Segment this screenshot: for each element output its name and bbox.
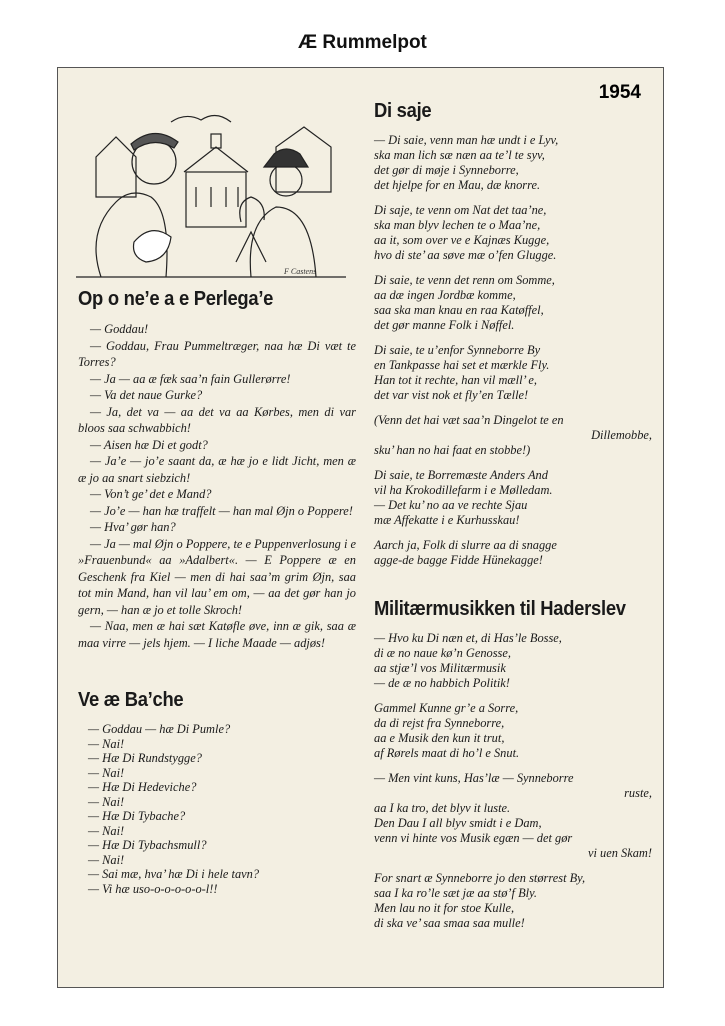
- dialogue-line: — Goddau, Frau Pummeltræger, naa hæ Di væt te Torres?: [78, 338, 356, 369]
- poem-line: Gammel Kunne gr’e a Sorre,: [374, 701, 519, 715]
- article-body-bache: [78, 722, 356, 896]
- dialogue-line: — Ja — mal Øjn o Poppere, te e Puppenverlosung i e »Frauenbund« aa »Adalbert«. — E Poppere æ en Geschenk fra Kiel — men di hai saa’m grim Øjn, saa tot min Mand, han vil lau’ em om, — aa det gør han jo gern, — han æ jo et tolle Skroch!: [78, 536, 356, 617]
- left-column: [78, 288, 356, 896]
- stanza: [374, 273, 652, 333]
- article-body-perlegae: [78, 321, 356, 651]
- dialogue-line: — Nai!: [88, 794, 125, 809]
- poem-line: en Tankpasse hai set et mærkle Fly.: [374, 358, 550, 372]
- stanza: [374, 343, 652, 403]
- dialogue-line: — Nai!: [88, 765, 125, 780]
- poem-line: Di saie, te u’enfor Synneborre By: [374, 343, 541, 357]
- poem-line: Men lau no it for stoe Kulle,: [374, 901, 515, 915]
- poem-line: Han tot it rechte, han vil mæll’ e,: [374, 373, 538, 387]
- poem-line: aa e Musik den kun it trut,: [374, 731, 505, 745]
- poem-line: hvo di ste’ aa søve mæ o’fen Glugge.: [374, 248, 557, 262]
- poem-line: — Di saie, venn man hæ undt i e Lyv,: [374, 133, 559, 147]
- dialogue-line: — Ja, det va — aa det va aa Kørbes, men di var bloos saa schwabbich!: [78, 404, 356, 435]
- article-body-militaermusikken: [374, 631, 652, 931]
- poem-line: ska man lich sæ næn aa te’l te syv,: [374, 148, 545, 162]
- poem-line: venn vi hinte vos Musik egæn — det gør: [374, 831, 573, 845]
- poem-line: aa it, som over ve e Kajnæs Kugge,: [374, 233, 550, 247]
- poem-line: Den Dau I all blyv smidt i e Dam,: [374, 816, 542, 830]
- dialogue-line: — Ja’e — jo’e saant da, æ hæ jo e lidt Jicht, men æ æ jo aa snart siebzich!: [78, 454, 356, 485]
- stanza: [374, 133, 652, 193]
- dialogue-line: — Hæ Di Tybachsmull?: [88, 838, 207, 852]
- dialogue-line: — Goddau — hæ Di Pumle?: [88, 722, 231, 736]
- poem-line: agge-de bagge Fidde Hünekagge!: [374, 553, 543, 567]
- poem-line: det var vist nok et fly’en Tælle!: [374, 388, 529, 402]
- dialogue-line: — Nai!: [88, 852, 125, 867]
- poem-line: (Venn det hai væt saa’n Dingelot te en: [374, 413, 564, 427]
- poem-line: da di rejst fra Synneborre,: [374, 716, 505, 730]
- poem-line: Di saje, te venn om Nat det taa’ne,: [374, 203, 547, 217]
- stanza: [374, 203, 652, 263]
- dialogue-line: — Nai!: [88, 736, 125, 751]
- poem-line: — de æ no habbich Politik!: [374, 676, 510, 690]
- stanza: [374, 413, 652, 458]
- article-title-di-saje: Di saje: [374, 100, 432, 122]
- stanza: [374, 631, 652, 691]
- dialogue-line: — Von’t ge’ det e Mand?: [90, 487, 212, 501]
- dialogue-line: — Nai!: [88, 823, 125, 838]
- stanza: [374, 701, 652, 761]
- dialogue-line: — Va det naue Gurke?: [90, 388, 203, 402]
- dialogue-line: — Jo’e — han hæ traffelt — han mal Øjn o Poppere!: [90, 503, 353, 518]
- poem-line: det gør di møje i Synneborre,: [374, 163, 519, 177]
- poem-line: Di saie, te Borremæste Anders And: [374, 468, 548, 482]
- poem-line: ska man blyv lechen te o Maa’ne,: [374, 218, 541, 232]
- poem-line: Aarch ja, Folk di slurre aa di snagge: [374, 538, 557, 552]
- poem-line: mæ Affekatte i e Kurhusskau!: [374, 513, 520, 527]
- stanza: [374, 538, 652, 568]
- poem-line: — Det ku’ no aa ve rechte Sjau: [374, 498, 528, 512]
- poem-line: sku’ han no hai faat en stobbe!): [374, 443, 531, 457]
- svg-text:F Castens: F Castens: [284, 267, 317, 276]
- dialogue-line: — Naa, men æ hai sæt Katøfle øve, inn æ gik, saa æ maa virre — jels hjem. — I liche Maade — adjøs!: [78, 619, 356, 650]
- dialogue-line: — Aisen hæ Di et godt?: [90, 437, 208, 452]
- poem-line: saa I ka ro’le sæt jæ aa stø’f Bly.: [374, 886, 538, 900]
- poem-line: — Men vint kuns, Has’læ — Synneborre: [374, 771, 574, 785]
- article-body-di-saje: [374, 133, 652, 568]
- poem-line: Di saie, te venn det renn om Somme,: [374, 273, 555, 287]
- stanza: [374, 468, 652, 528]
- dialogue-line: — Goddau!: [90, 322, 149, 336]
- dialogue-line: — Hæ Di Tybache?: [88, 809, 186, 823]
- poem-line: aa dæ ingen Jordbæ komme,: [374, 288, 516, 302]
- page-title: Æ Rummelpot: [298, 32, 427, 53]
- right-column: [374, 100, 652, 941]
- poem-line: vi uen Skam!: [588, 846, 652, 860]
- year-label: 1954: [598, 82, 641, 103]
- scanned-page: [57, 67, 664, 988]
- poem-line: di æ no naue kø’n Genosse,: [374, 646, 511, 660]
- poem-line: det gør manne Folk i Nøffel.: [374, 318, 515, 332]
- dialogue-line: — Ja — aa æ fæk saa’n fain Gullerørre!: [90, 371, 291, 386]
- poem-line: For snart æ Synneborre jo den størrest By,: [374, 871, 586, 885]
- poem-line: saa ska man knau en raa Katøffel,: [374, 303, 544, 317]
- stanza: [374, 871, 652, 931]
- stanza: [374, 771, 652, 861]
- poem-line: aa stjæ’l vos Militærmusik: [374, 661, 506, 675]
- poem-line: Dillemobbe,: [591, 428, 652, 442]
- poem-line: ruste,: [624, 786, 652, 800]
- article-title-perlegae: Op o ne’e a e Perlega’e: [78, 288, 274, 310]
- dialogue-line: — Vi hæ uso-o-o-o-o-o-l!!: [88, 881, 218, 896]
- article-title-bache: Ve æ Ba’che: [78, 689, 184, 711]
- dialogue-line: — Hæ Di Rundstygge?: [88, 751, 202, 765]
- poem-line: di ska ve’ saa smaa saa mulle!: [374, 916, 525, 930]
- dialogue-line: — Hva’ gør han?: [90, 520, 176, 534]
- dialogue-line: — Sai mæ, hva’ hæ Di i hele tavn?: [88, 867, 260, 881]
- poem-line: aa I ka tro, det blyv it luste.: [374, 801, 511, 815]
- article-title-militaermusikken: Militærmusikken til Haderslev: [374, 598, 626, 620]
- poem-line: — Hvo ku Di næn et, di Has’le Bosse,: [374, 631, 562, 645]
- poem-line: vil ha Krokodillefarm i e Mølledam.: [374, 483, 553, 497]
- dialogue-line: — Hæ Di Hedeviche?: [88, 780, 197, 794]
- cartoon-illustration: [76, 102, 346, 282]
- poem-line: af Rørels maat di ho’l e Snut.: [374, 746, 520, 760]
- poem-line: det hjelpe for en Mau, dæ knorre.: [374, 178, 541, 192]
